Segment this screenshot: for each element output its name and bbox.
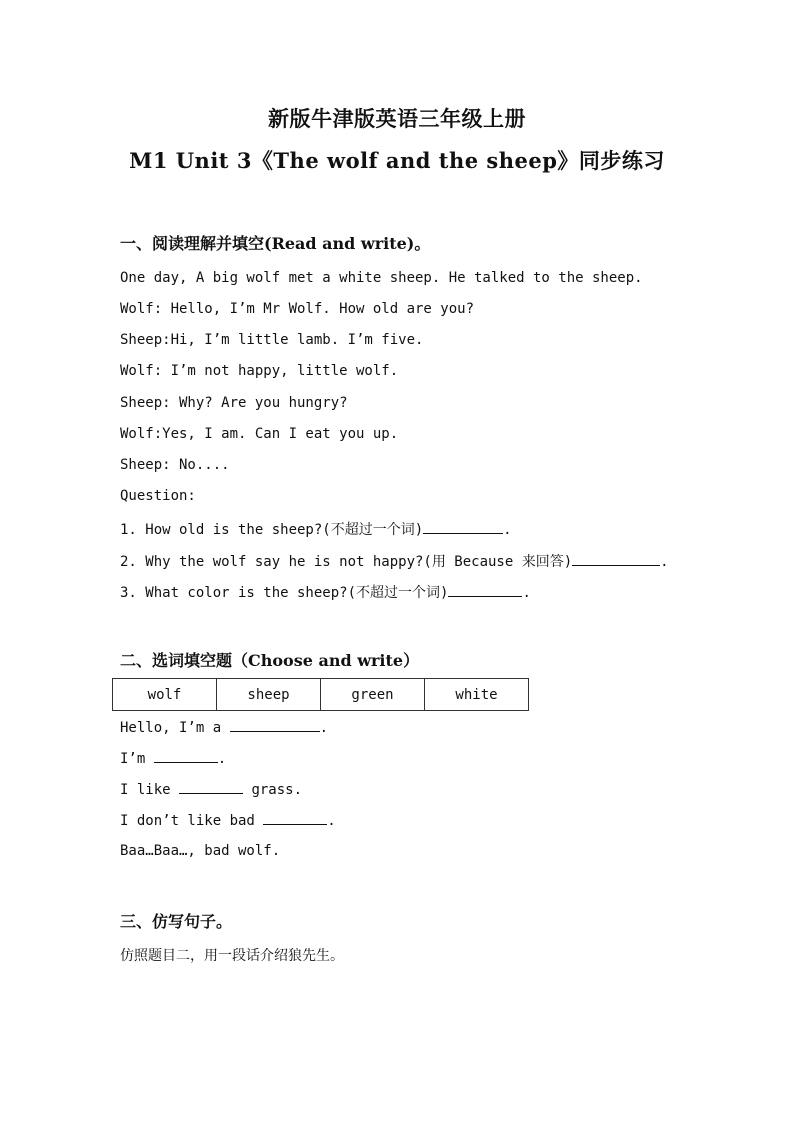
answer-blank[interactable]	[230, 719, 320, 732]
fill-sentence	[120, 843, 280, 859]
answer-blank[interactable]	[179, 781, 243, 794]
passage-line: One day, A big wolf met a white sheep. He talked to the sheep.	[120, 270, 643, 286]
question-3	[120, 582, 531, 602]
answer-blank[interactable]	[263, 812, 327, 825]
answer-blank[interactable]	[423, 521, 503, 534]
answer-blank[interactable]	[154, 750, 218, 763]
sentence-text: Hello, I’m a	[120, 720, 230, 736]
sentence-text: .	[327, 813, 336, 829]
section-1-heading: 一、阅读理解并填空(Read and write)。	[120, 234, 431, 253]
question-label: Question:	[120, 488, 196, 504]
sentence-text: .	[217, 751, 227, 767]
question-text: 1. How old is the sheep?(不超过一个词)	[120, 522, 424, 538]
passage-line: Sheep: Why? Are you hungry?	[120, 395, 348, 411]
title-line-1: 新版牛津版英语三年级上册	[268, 106, 526, 131]
sentence-text: I like	[120, 782, 180, 798]
passage-line: Wolf: I’m not happy, little wolf.	[120, 363, 399, 379]
sentence-text: Baa…Baa…, bad wolf.	[120, 843, 281, 859]
answer-blank[interactable]	[448, 584, 522, 597]
fill-sentence	[120, 781, 302, 798]
passage-line: Sheep:Hi, I’m little lamb. I’m five.	[120, 332, 424, 348]
question-text: 2. Why the wolf say he is not happy?(用 Because 来回答)	[120, 554, 573, 570]
question-1	[120, 519, 512, 539]
question-end: .	[522, 585, 531, 601]
word-bank	[112, 678, 529, 711]
word-bank-item: wolf	[113, 679, 217, 711]
sentence-text: grass.	[243, 782, 303, 798]
word-bank-item: green	[321, 679, 425, 711]
section-2-heading: 二、选词填空题（Choose and write）	[120, 651, 420, 670]
fill-sentence	[120, 812, 336, 829]
question-text: 3. What color is the sheep?(不超过一个词)	[120, 585, 449, 601]
question-end: .	[660, 554, 669, 570]
answer-blank[interactable]	[572, 553, 660, 566]
fill-sentence	[120, 719, 328, 736]
word-bank-item: sheep	[217, 679, 321, 711]
title-line-2: M1 Unit 3《The wolf and the sheep》同步练习	[129, 148, 665, 173]
question-end: .	[503, 522, 512, 538]
sentence-text: I don’t like bad	[120, 813, 264, 829]
passage-line: Sheep: No....	[120, 457, 230, 473]
word-bank-item: white	[425, 679, 529, 711]
passage-line: Wolf:Yes, I am. Can I eat you up.	[120, 426, 399, 442]
question-2	[120, 551, 669, 571]
section-3-instruction: 仿照题目二，用一段话介绍狼先生。	[120, 948, 344, 964]
sentence-text: I’m	[120, 751, 154, 767]
passage-line: Wolf: Hello, I’m Mr Wolf. How old are you?	[120, 301, 475, 317]
sentence-text: .	[319, 720, 329, 736]
section-3-heading: 三、仿写句子。	[120, 912, 233, 931]
fill-sentence	[120, 750, 226, 767]
